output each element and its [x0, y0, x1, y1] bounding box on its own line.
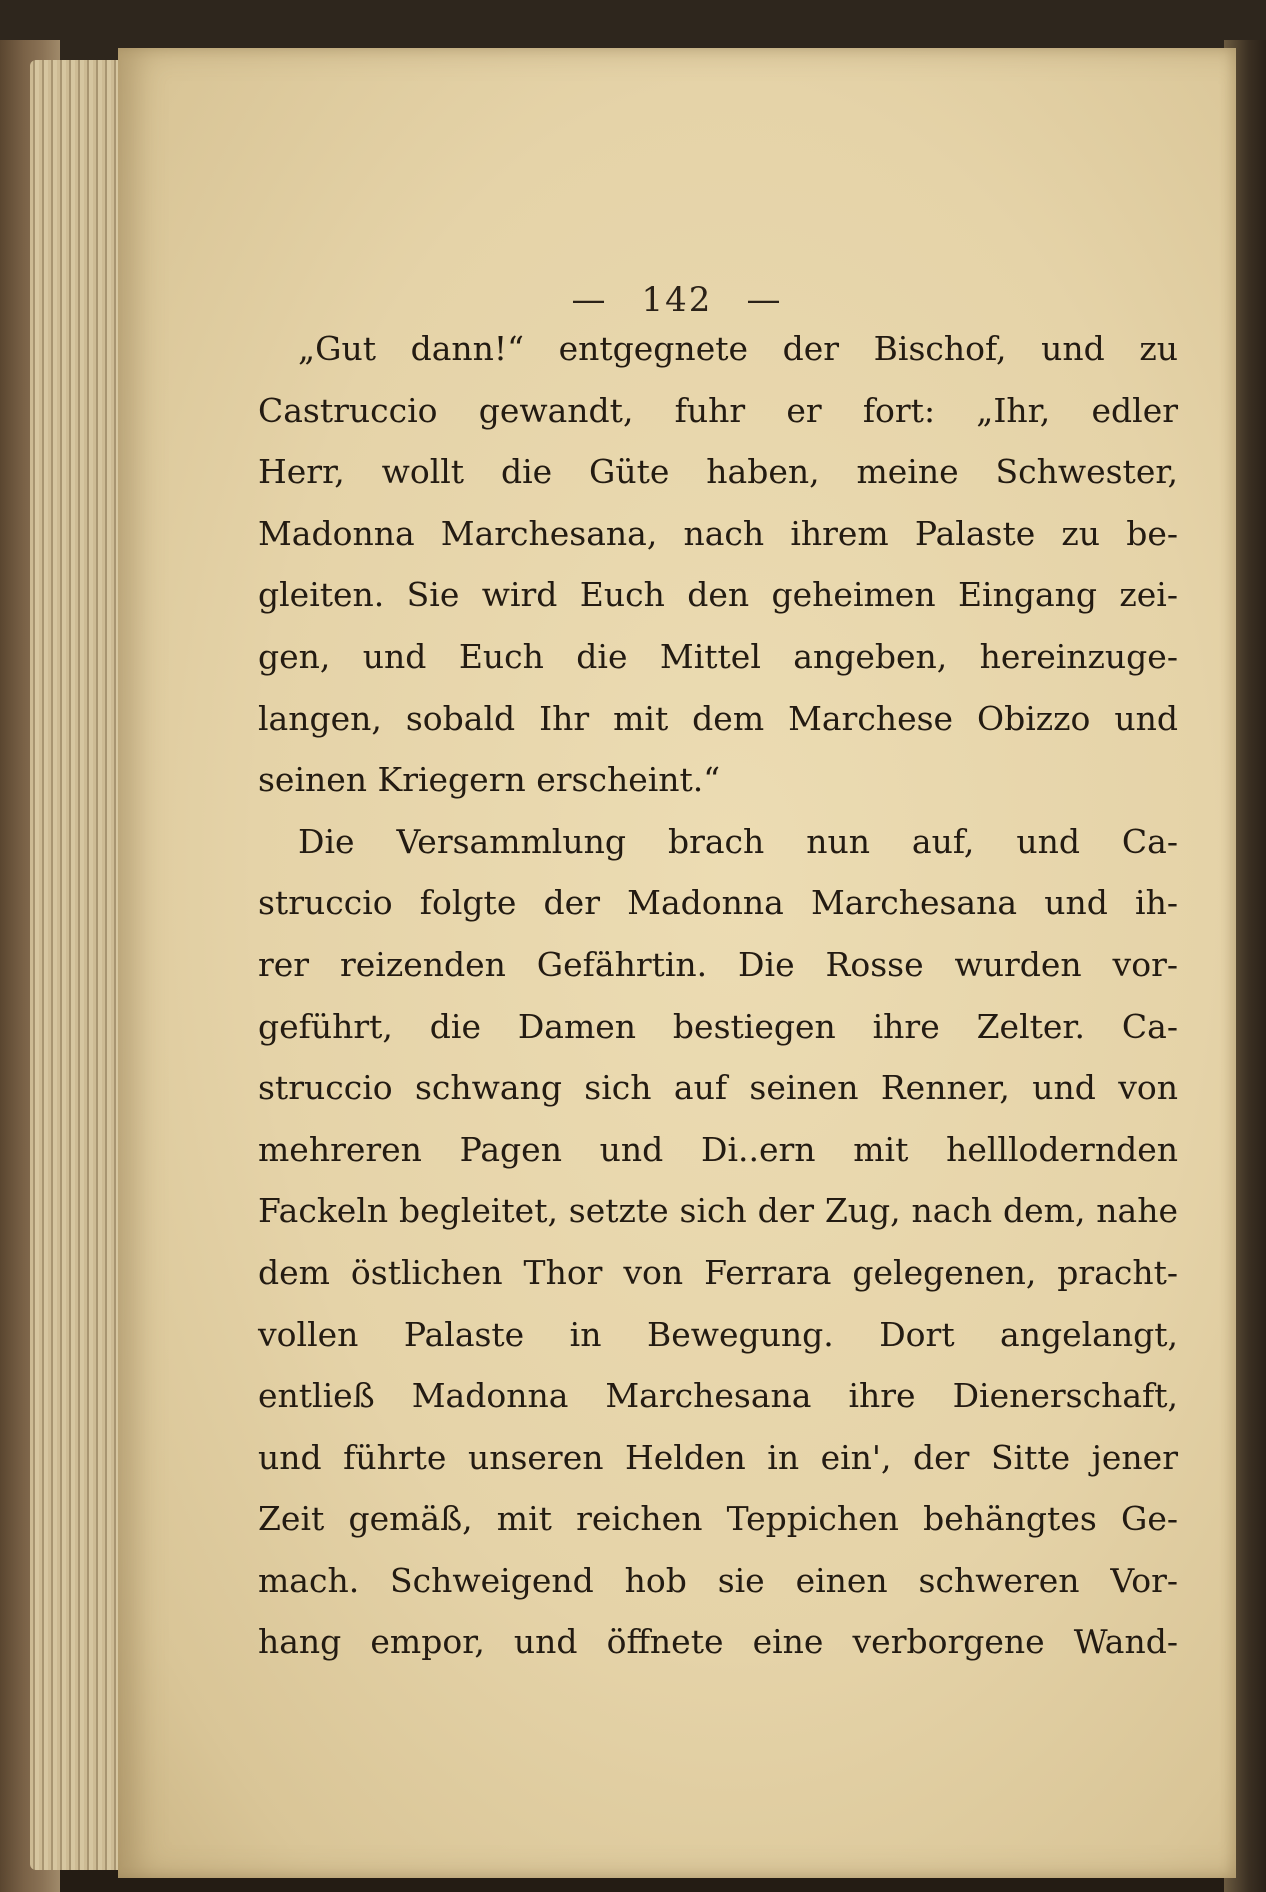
- header-dash-right: —: [746, 280, 783, 320]
- text-line: dem östlichen Thor von Ferrara gelegenen, pracht-: [258, 1252, 1178, 1292]
- text-line: mehreren Pagen und Di..ern mit helllodernden: [258, 1129, 1178, 1169]
- text-line: und führte unseren Helden in ein', der Sitte jener: [258, 1437, 1178, 1477]
- text-line: Madonna Marchesana, nach ihrem Palaste zu be-: [258, 513, 1178, 553]
- text-line: gen, und Euch die Mittel angeben, hereinzuge-: [258, 636, 1178, 676]
- text-line: Castruccio gewandt, fuhr er fort: „Ihr, edler: [258, 390, 1178, 430]
- text-line: struccio schwang sich auf seinen Renner, und von: [258, 1068, 1178, 1108]
- page-number: 142: [641, 280, 713, 320]
- text-line: struccio folgte der Madonna Marchesana und ih-: [258, 883, 1178, 923]
- text-line: gleiten. Sie wird Euch den geheimen Eingang zei-: [258, 575, 1178, 615]
- text-line: „Gut dann!“ entgegnete der Bischof, und zu: [298, 329, 1178, 368]
- page-header: [118, 280, 1236, 320]
- text-line: Fackeln begleitet, setzte sich der Zug, nach dem, nahe: [258, 1191, 1178, 1231]
- text-line: geführt, die Damen bestiegen ihre Zelter. Ca-: [258, 1006, 1178, 1046]
- text-line: Zeit gemäß, mit reichen Teppichen behängtes Ge-: [258, 1499, 1178, 1539]
- header-dash-left: —: [571, 280, 608, 320]
- text-line: hang empor, und öffnete eine verborgene Wand-: [258, 1622, 1178, 1662]
- text-line: mach. Schweigend hob sie einen schweren Vor-: [258, 1560, 1178, 1600]
- text-line: entließ Madonna Marchesana ihre Dienerschaft,: [258, 1376, 1178, 1416]
- body-text: [258, 318, 1178, 1673]
- text-line: Herr, wollt die Güte haben, meine Schwester,: [258, 452, 1178, 492]
- text-line: langen, sobald Ihr mit dem Marchese Obizzo und: [258, 698, 1178, 738]
- text-line: Die Versammlung brach nun auf, und Ca-: [298, 821, 1178, 861]
- text-line: seinen Kriegern erscheint.“: [258, 760, 721, 800]
- text-line: vollen Palaste in Bewegung. Dort angelangt,: [258, 1314, 1178, 1354]
- text-line: rer reizenden Gefährtin. Die Rosse wurden vor-: [258, 944, 1178, 984]
